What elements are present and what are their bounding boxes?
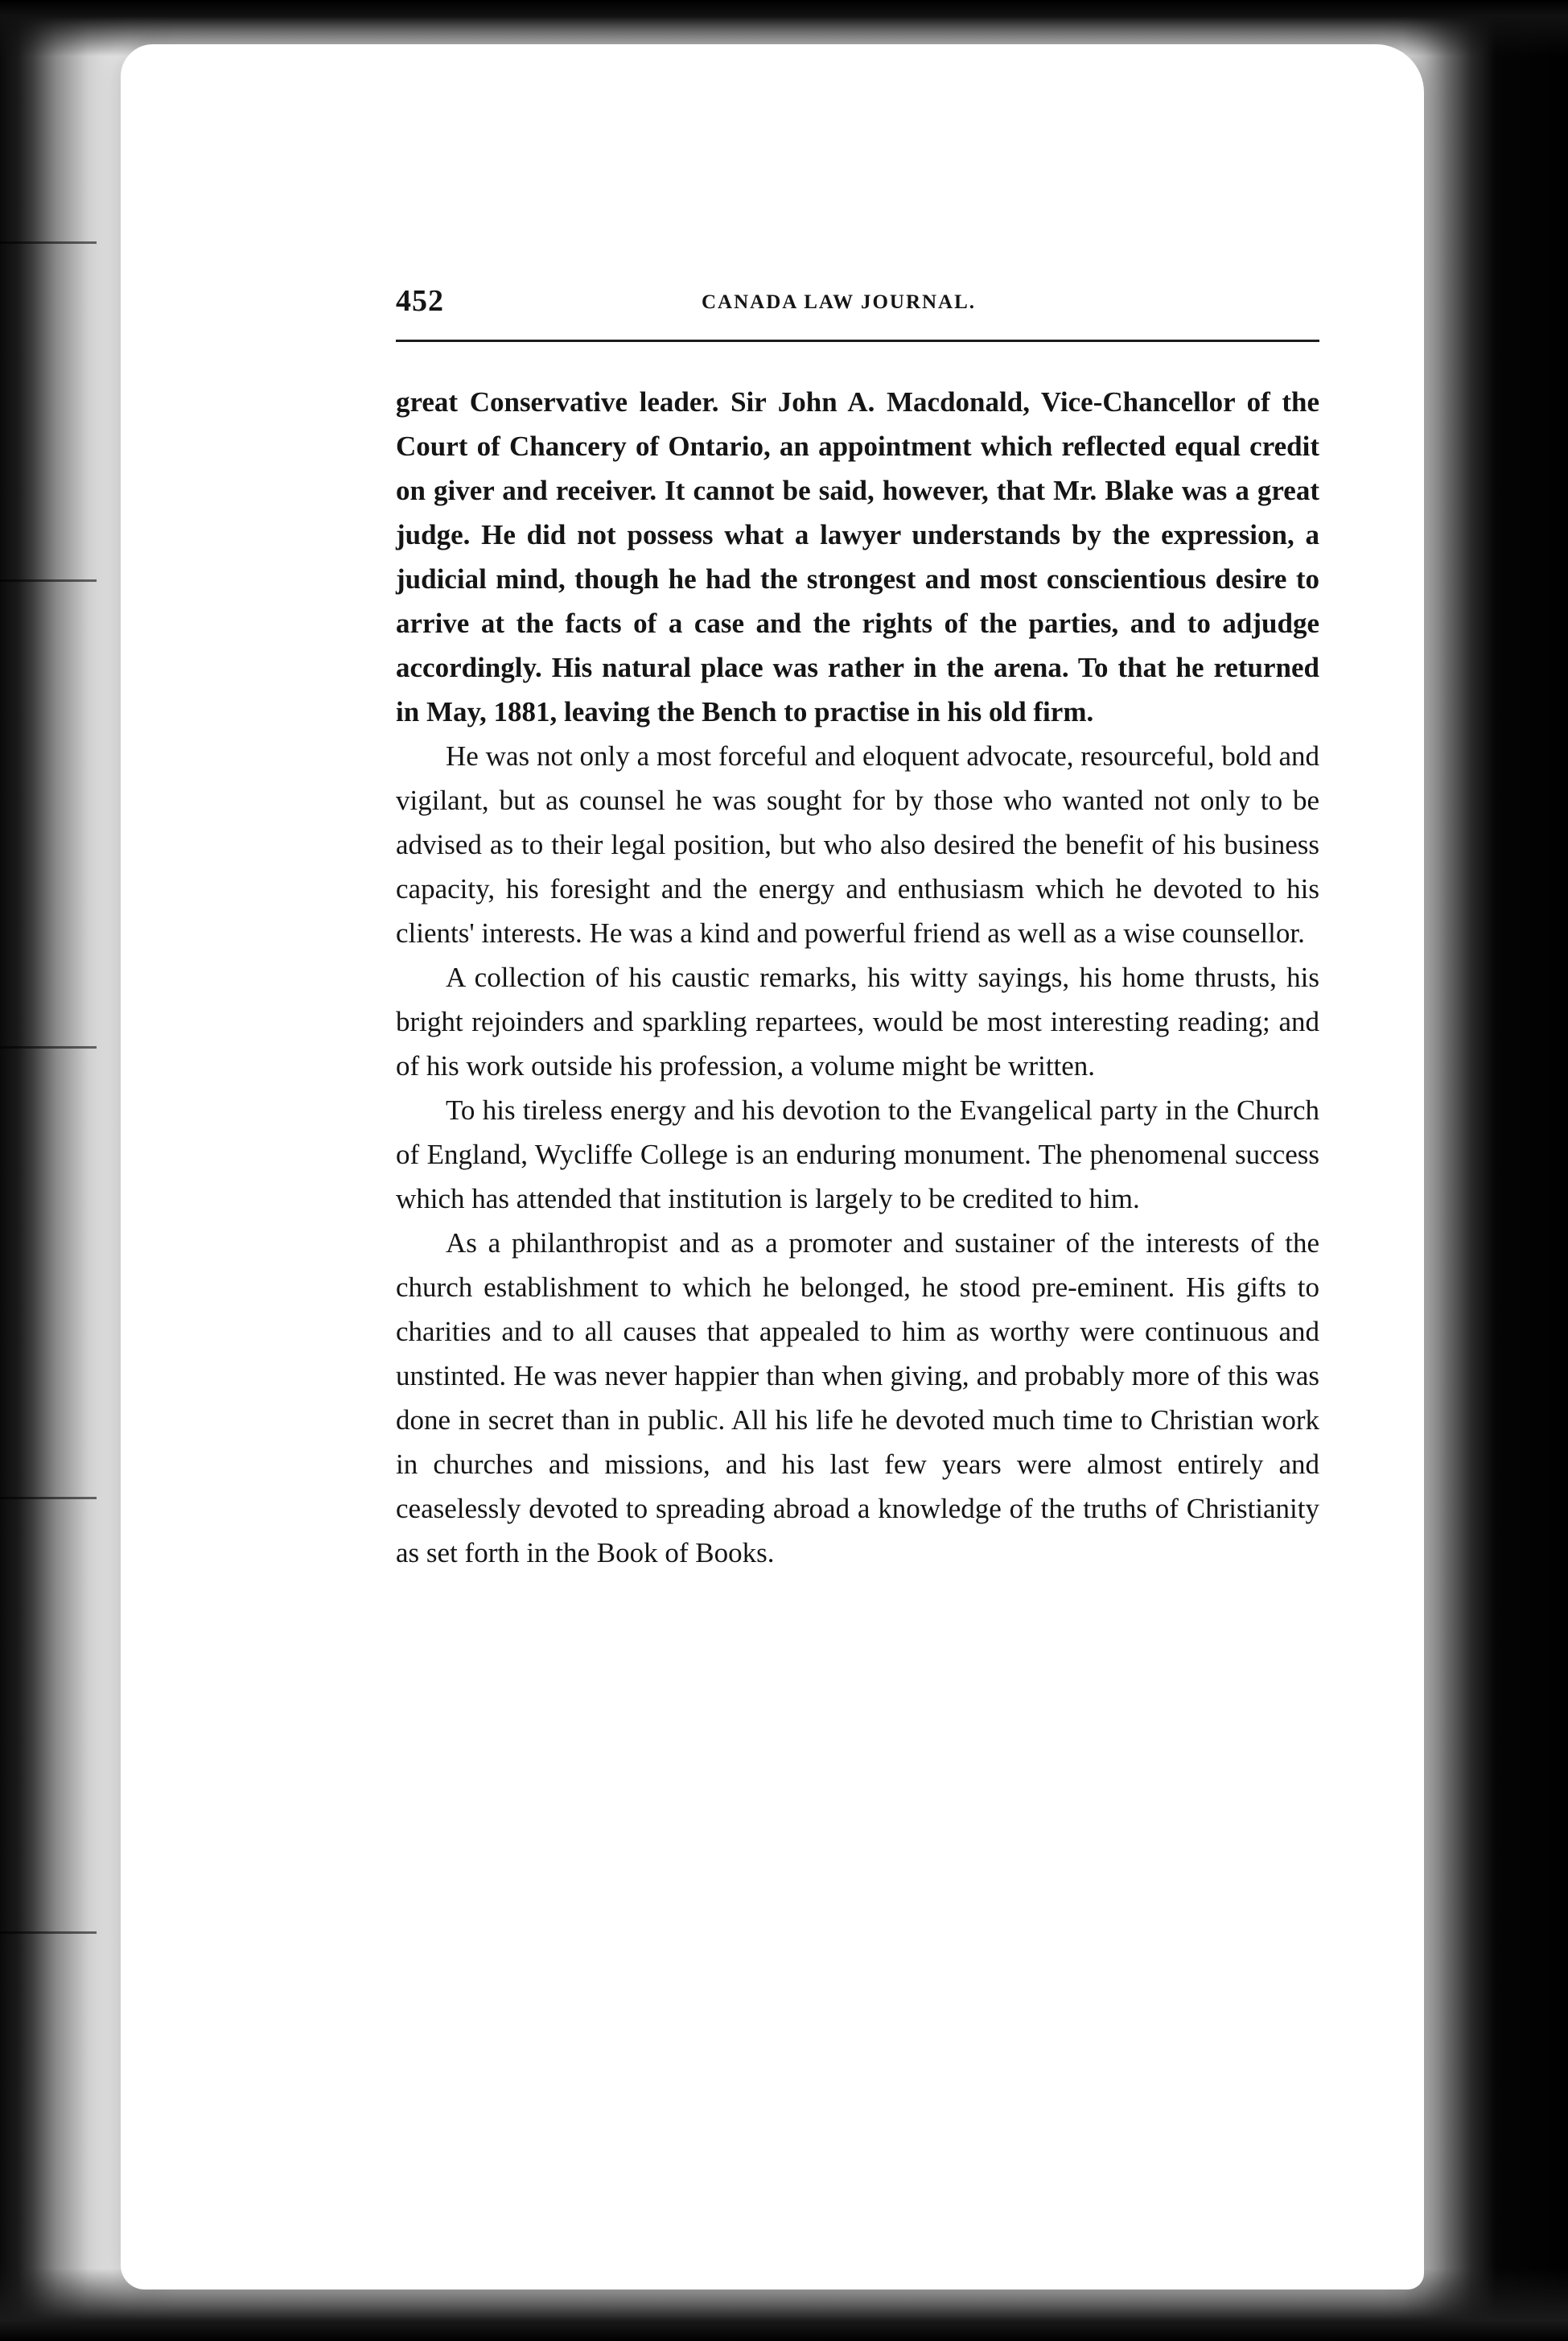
paragraph: He was not only a most forceful and eloquent advocate, resourceful, bold and vigilant, but as counsel he was sought for by those who wanted not only to be advised as to their legal position, but who also desired the benefit of his business capacity, his foresight and the energy and enthusiasm which he devoted to his clients' interests. He was a kind and powerful friend as well as a wise counsellor. [396, 740, 1319, 949]
running-head [396, 283, 1319, 332]
page-number: 452 [396, 284, 444, 318]
scan-streak [0, 1497, 97, 1499]
scan-streak [0, 579, 97, 582]
paragraph: As a philanthropist and as a promoter and sustainer of the interests of the church establishment to which he belonged, he stood pre-eminent. His gifts to charities and to all causes that appealed to him as worthy were continuous and unstinted. He was never happier than when giving, and probably more of this was done in secret than in public. All his life he devoted much time to Christian work in churches and missions, and his last few years were almost entirely and ceaselessly devoted to spreading abroad a knowledge of the truths of Christianity as set forth in the Book of Books. [396, 1227, 1319, 1568]
paragraph: great Conservative leader. Sir John A. Macdonald, Vice-Chancellor of the Court of Chancery of Ontario, an appointment which reflected equal credit on giver and receiver. It cannot be said, however, that Mr. Blake was a great judge. He did not possess what a lawyer understands by the expression, a judicial mind, though he had the strongest and most conscientious desire to arrive at the facts of a case and the rights of the parties, and to adjudge accordingly. His natural place was rather in the arena. To that he returned in May, 1881, leaving the Bench to practise in his old firm. [396, 386, 1319, 727]
paragraph: A collection of his caustic remarks, his witty sayings, his home thrusts, his bright rejoinders and sparkling repartees, would be most interesting reading; and of his work outside his profession, a volume might be written. [396, 962, 1319, 1082]
article-body [396, 380, 1319, 1575]
scan-streak [0, 241, 97, 244]
header-rule [396, 340, 1319, 342]
scan-streak [0, 1046, 97, 1049]
journal-title: CANADA LAW JOURNAL. [702, 291, 977, 313]
scan-streak [0, 1931, 97, 1934]
paragraph: To his tireless energy and his devotion to the Evangelical party in the Church of England, Wycliffe College is an enduring monument. The phenomenal success which has attended that institution is largely to be credited to him. [396, 1094, 1319, 1214]
